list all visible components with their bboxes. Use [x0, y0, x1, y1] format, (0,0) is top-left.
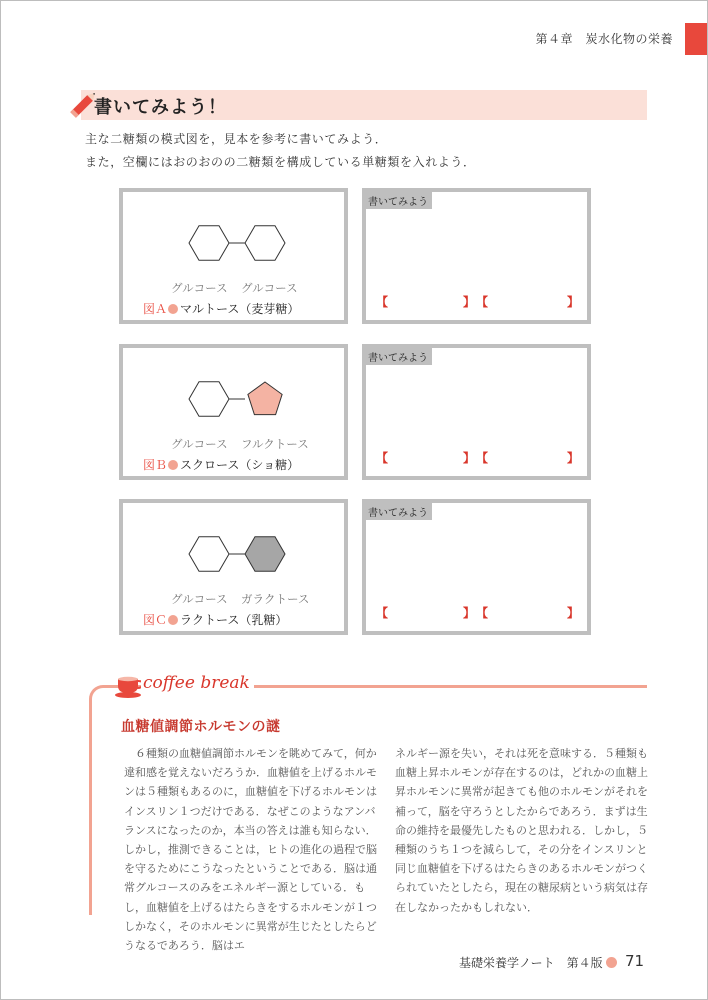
monosaccharide-label-1: グルコース [171, 592, 228, 606]
blank-left-open: 【 [376, 451, 389, 465]
coffee-break-title: 血糖値調節ホルモンの謎 [121, 719, 281, 735]
instruction-line-1: 主な二糖類の模式図を，見本を参考に書いてみよう． [85, 132, 388, 146]
book-title-footer [459, 954, 617, 971]
coffee-break-column-1 [124, 744, 384, 955]
figure-caption [143, 300, 299, 317]
bullet-dot-icon [168, 304, 178, 314]
monosaccharide-label-2: フルクトース [241, 437, 309, 451]
blank-right-close: 】 [567, 606, 580, 620]
monosaccharide-label-1: グルコース [171, 281, 228, 295]
figure-id: 図Ｃ [143, 613, 168, 627]
monosaccharide-label-2: グルコース [241, 281, 298, 295]
figure-name: マルトース（麦芽糖） [180, 302, 300, 316]
figure-id: 図Ａ [143, 302, 168, 316]
section-title: 書いてみよう！ [94, 97, 227, 118]
ring-2 [248, 382, 282, 415]
monosaccharide-label-2: ガラクトース [241, 592, 310, 606]
diagram-box-sucrose [119, 344, 348, 480]
ring-2 [245, 226, 285, 261]
blank-left-close: 】 [463, 606, 476, 620]
blank-left-open: 【 [376, 295, 389, 309]
ring-2 [245, 537, 285, 572]
coffee-break-paragraph-continued: ネルギー源を失い，それは死を意味する．５種類も血糖上昇ホルモンが存在するのは，どれかの血糖上昇ホルモンに異常が起きても他のホルモンがそれを補って，脳を守ろうとしたからであろう．まずは生命の維持を最優先したものと思われる．しかし，５種類のうち１つを減らして，その分をインスリンと同じ血糖値を下げるはたらきのあるホルモンがつくられていたとしたら，現在の糖尿病という病気は存在しなかったかもしれない． [395, 747, 648, 914]
figure-name: スクロース（ショ糖） [180, 458, 300, 472]
blank-right-close: 】 [567, 451, 580, 465]
write-box-maltose[interactable] [362, 188, 591, 324]
instruction-line-2: また，空欄にはおのおのの二糖類を構成している単糖類を入れよう． [85, 155, 476, 169]
figure-caption [143, 456, 299, 473]
blank-left-open: 【 [376, 606, 389, 620]
figure-row-c [119, 499, 591, 635]
figure-name: ラクトース（乳糖） [180, 613, 288, 627]
bullet-dot-icon [168, 460, 178, 470]
blank-right-open: 【 [476, 295, 489, 309]
write-box-sucrose[interactable] [362, 344, 591, 480]
ring-1 [189, 382, 229, 417]
figure-id: 図Ｂ [143, 458, 168, 472]
blank-right-close: 】 [567, 295, 580, 309]
write-box-lactose[interactable] [362, 499, 591, 635]
write-box-label: 書いてみよう [366, 503, 432, 520]
footer-dot-icon [606, 957, 617, 968]
blank-right-open: 【 [476, 451, 489, 465]
chapter-tab-marker [685, 23, 707, 55]
ring-1 [189, 226, 229, 261]
bullet-dot-icon [168, 615, 178, 625]
book-title: 基礎栄養学ノート 第４版 [459, 956, 603, 970]
diagram-box-maltose [119, 188, 348, 324]
figure-row-b [119, 344, 591, 480]
coffee-cup-icon [114, 673, 144, 699]
monosaccharide-label-1: グルコース [171, 437, 228, 451]
coffee-break-paragraph: ６種類の血糖値調節ホルモンを眺めてみて，何か違和感を覚えないだろうか．血糖値を上げるホルモンは５種類もあるのに，血糖値を下げるホルモンはインスリン１つだけである．なぜこのようなアンバランスになったのか，本当の答えは誰も知らない．しかし，推測できることは，ヒトの進化の過程で脳を守るためにこうなったということである．脳は通常グルコースのみをエネルギー源としている．もし，血糖値を上げるはたらきをするホルモンが１つしかなく，そのホルモンに異常が生じたとしたらどうなるであろう．脳はエ [124, 747, 377, 953]
chapter-header: 第４章 炭水化物の栄養 [535, 32, 673, 46]
coffee-break-heading: coffee break [141, 673, 254, 693]
ring-1 [189, 537, 229, 572]
blank-right-open: 【 [476, 606, 489, 620]
figure-row-a [119, 188, 591, 324]
diagram-box-lactose [119, 499, 348, 635]
figure-caption [143, 611, 287, 628]
blank-left-close: 】 [463, 295, 476, 309]
page-number: 71 [625, 952, 645, 970]
write-box-label: 書いてみよう [366, 192, 432, 209]
write-box-label: 書いてみよう [366, 348, 432, 365]
coffee-break-column-2 [395, 744, 655, 917]
blank-left-close: 】 [463, 451, 476, 465]
